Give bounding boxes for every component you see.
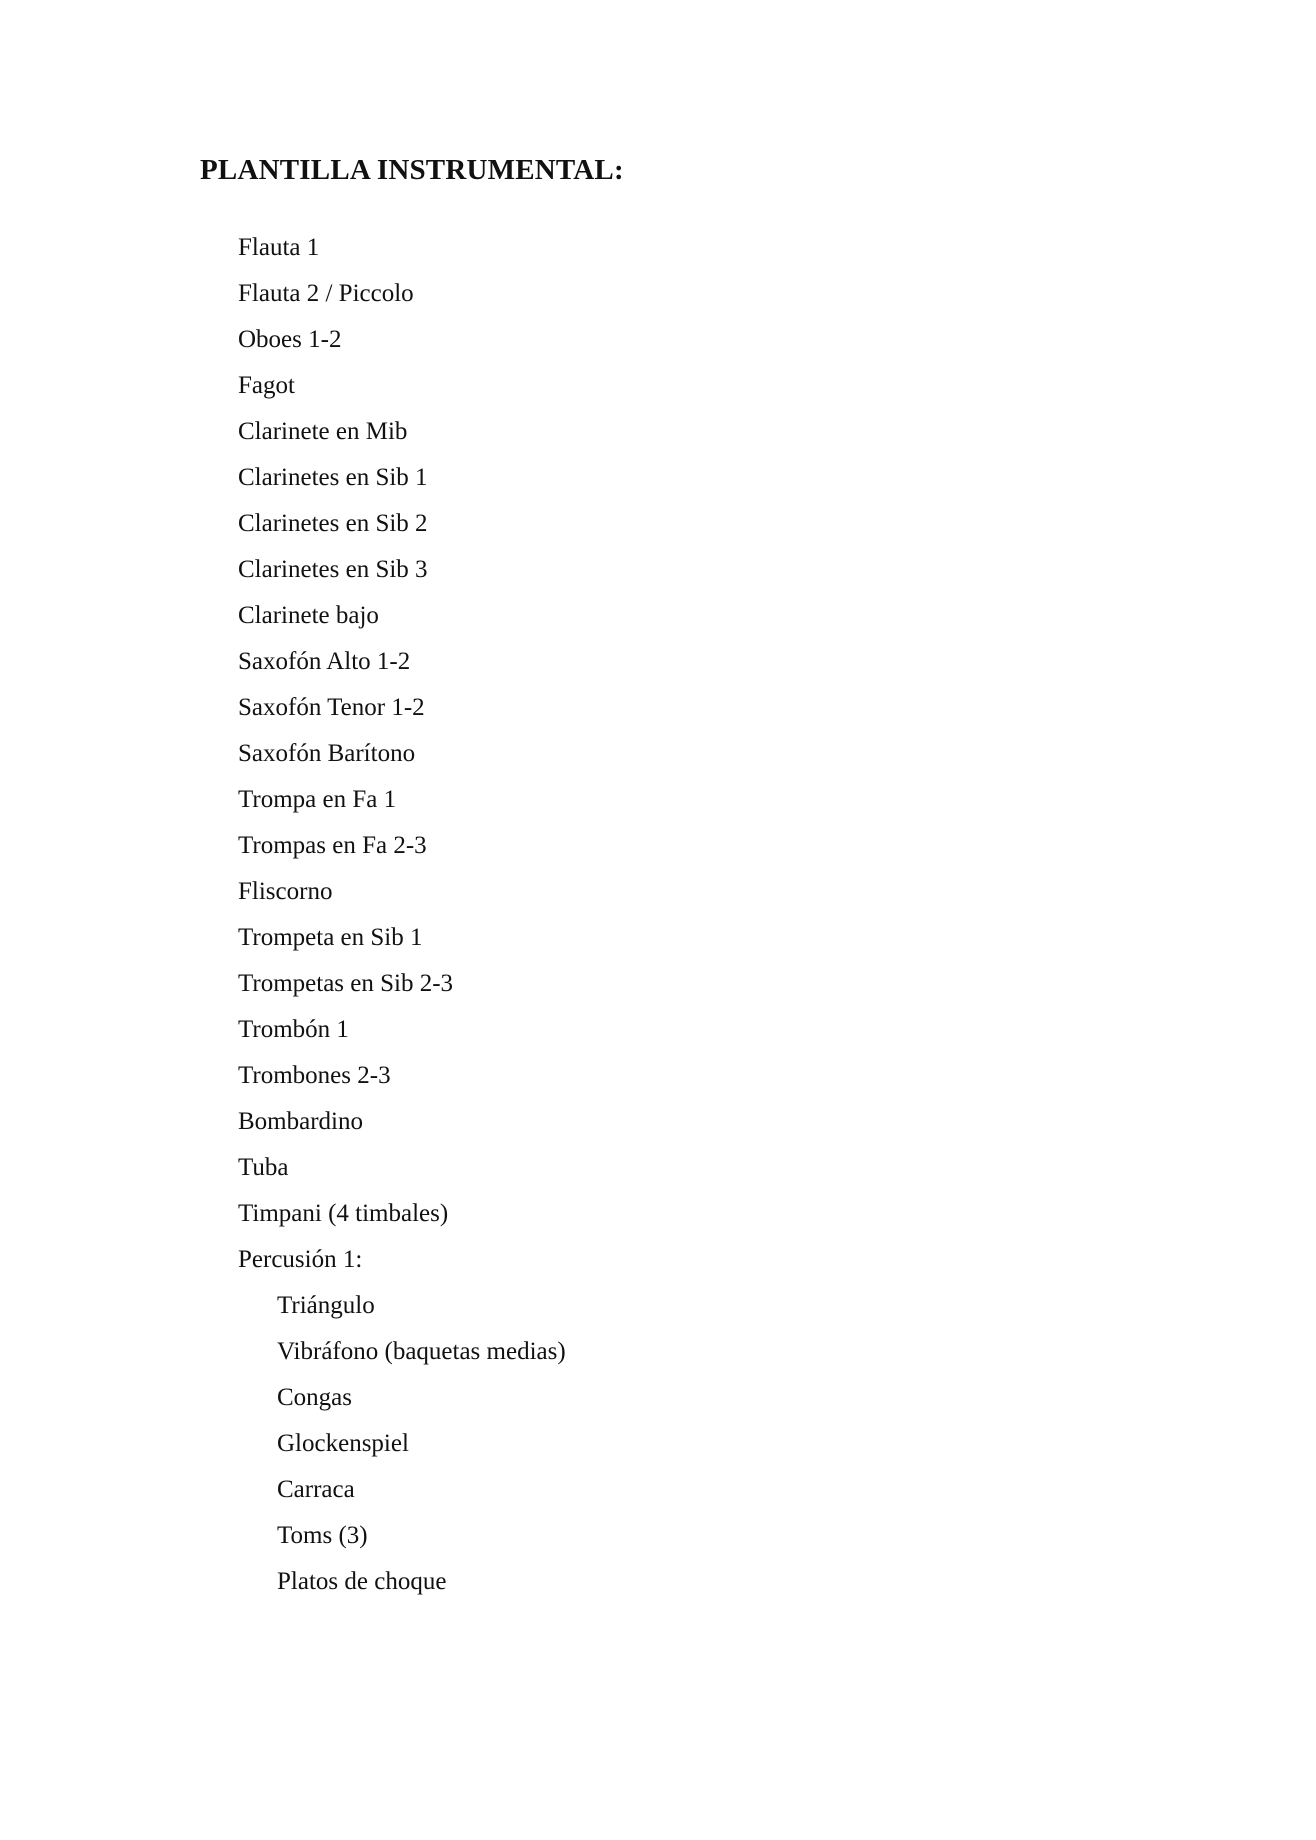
list-item: Flauta 2 / Piccolo <box>238 280 414 307</box>
list-item: Clarinete en Mib <box>238 418 408 445</box>
list-item: Trombones 2-3 <box>238 1062 391 1089</box>
list-item: Trompa en Fa 1 <box>238 786 397 813</box>
list-item: Fliscorno <box>238 878 333 905</box>
percussion-list <box>238 1283 566 1605</box>
list-item: Triángulo <box>277 1292 375 1319</box>
list-item: Bombardino <box>238 1108 363 1135</box>
list-item: Congas <box>277 1384 352 1411</box>
list-item: Vibráfono (baquetas medias) <box>277 1338 566 1365</box>
list-item: Glockenspiel <box>277 1430 409 1457</box>
list-item: Saxofón Alto 1-2 <box>238 648 411 675</box>
instrument-list <box>238 225 453 1283</box>
list-item: Flauta 1 <box>238 234 320 261</box>
list-item: Platos de choque <box>277 1568 447 1595</box>
percussion-heading: Percusión 1: <box>238 1246 363 1273</box>
list-item: Clarinetes en Sib 2 <box>238 510 428 537</box>
list-item: Timpani (4 timbales) <box>238 1200 449 1227</box>
list-item: Trompas en Fa 2-3 <box>238 832 427 859</box>
list-item: Saxofón Barítono <box>238 740 416 767</box>
list-item: Saxofón Tenor 1-2 <box>238 694 425 721</box>
list-item: Trombón 1 <box>238 1016 349 1043</box>
list-item: Oboes 1-2 <box>238 326 342 353</box>
page-title: PLANTILLA INSTRUMENTAL: <box>200 154 624 186</box>
list-item: Clarinete bajo <box>238 602 379 629</box>
list-item: Toms (3) <box>277 1522 368 1549</box>
list-item: Tuba <box>238 1154 289 1181</box>
list-item: Clarinetes en Sib 3 <box>238 556 428 583</box>
list-item: Trompetas en Sib 2-3 <box>238 970 454 997</box>
list-item: Clarinetes en Sib 1 <box>238 464 428 491</box>
list-item: Trompeta en Sib 1 <box>238 924 423 951</box>
list-item: Fagot <box>238 372 295 399</box>
list-item: Carraca <box>277 1476 355 1503</box>
